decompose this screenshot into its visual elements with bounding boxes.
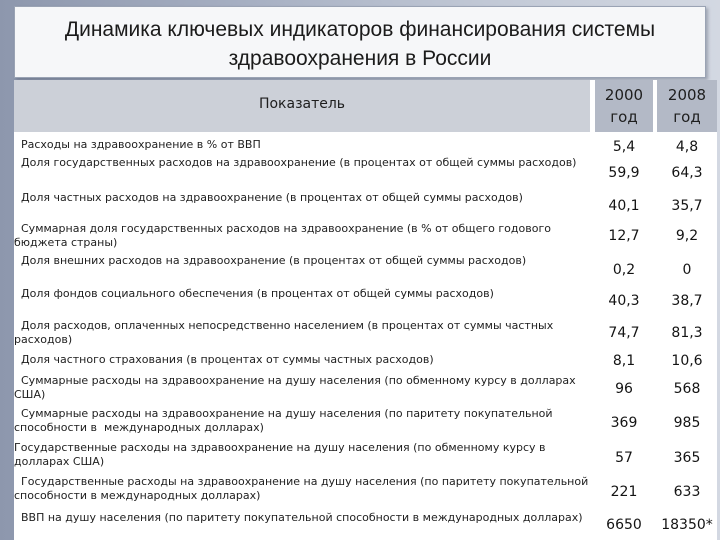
value-2008: 4,8 (675, 139, 699, 155)
row-label: Доля фондов социального обеспечения (в процентах от общей суммы расходов) (14, 287, 494, 300)
value-2008: 10,6 (671, 353, 703, 369)
value-2000: 96 (615, 381, 633, 397)
value-2008: 81,3 (671, 325, 703, 341)
row-label: Суммарные расходы на здравоохранение на душу населения (по паритету покупательной способности в международных долларах) (14, 407, 557, 434)
row-label: Доля частных расходов на здравоохранение (в процентах от общей суммы расходов) (14, 191, 523, 204)
value-2008: 64,3 (671, 165, 703, 181)
value-2000: 221 (610, 484, 638, 500)
title-box (14, 6, 706, 78)
value-2008: 365 (673, 450, 701, 466)
value-2000: 369 (610, 415, 638, 431)
value-2008: 568 (673, 381, 701, 397)
row-label: Государственные расходы на здравоохранение на душу населения (по обменному курсу в долларах США) (14, 441, 550, 468)
row-label: ВВП на душу населения (по паритету покупательной способности в международных долларах) (14, 511, 583, 524)
row-label: Государственные расходы на здравоохранение на душу населения (по паритету покупательной способности в международных долларах) (14, 475, 592, 502)
value-2008: 9,2 (675, 228, 699, 244)
value-2000: 40,3 (608, 293, 640, 309)
value-2008: 985 (673, 415, 701, 431)
row-label: Суммарная доля государственных расходов на здравоохранение (в % от общего годового бюджета страны) (14, 222, 555, 249)
value-2000: 5,4 (612, 139, 636, 155)
value-2008: 38,7 (671, 293, 703, 309)
value-2000: 12,7 (608, 228, 640, 244)
row-label: Доля внешних расходов на здравоохранение (в процентах от общей суммы расходов) (14, 254, 527, 267)
header-indicator: Показатель (258, 96, 346, 112)
value-2000: 6650 (606, 517, 642, 533)
indicator-table (14, 80, 717, 540)
value-2000: 40,1 (608, 198, 640, 214)
row-label: Суммарные расходы на здравоохранение на душу населения (по обменному курсу в долларах США) (14, 374, 580, 401)
value-2000: 59,9 (608, 165, 640, 181)
row-label: Расходы на здравоохранение в % от ВВП (14, 138, 261, 151)
header-year-2000: 2000 год (604, 86, 644, 126)
value-2000: 57 (615, 450, 633, 466)
header-year-2008: 2008 год (667, 86, 707, 126)
row-label: Доля частного страхования (в процентах от суммы частных расходов) (14, 353, 434, 366)
value-2008: 18350* (661, 517, 713, 533)
value-2000: 8,1 (612, 353, 636, 369)
page-title: Динамика ключевых индикаторов финансирования системы здравоохранения в России (64, 18, 656, 70)
value-2008: 35,7 (671, 198, 703, 214)
row-label: Доля государственных расходов на здравоохранение (в процентах от общей суммы расходов) (14, 156, 577, 169)
row-label: Доля расходов, оплаченных непосредственно населением (в процентах от суммы частных расходов) (14, 319, 557, 346)
value-2008: 0 (682, 262, 692, 278)
value-2000: 74,7 (608, 325, 640, 341)
value-2008: 633 (673, 484, 701, 500)
value-2000: 0,2 (612, 262, 636, 278)
